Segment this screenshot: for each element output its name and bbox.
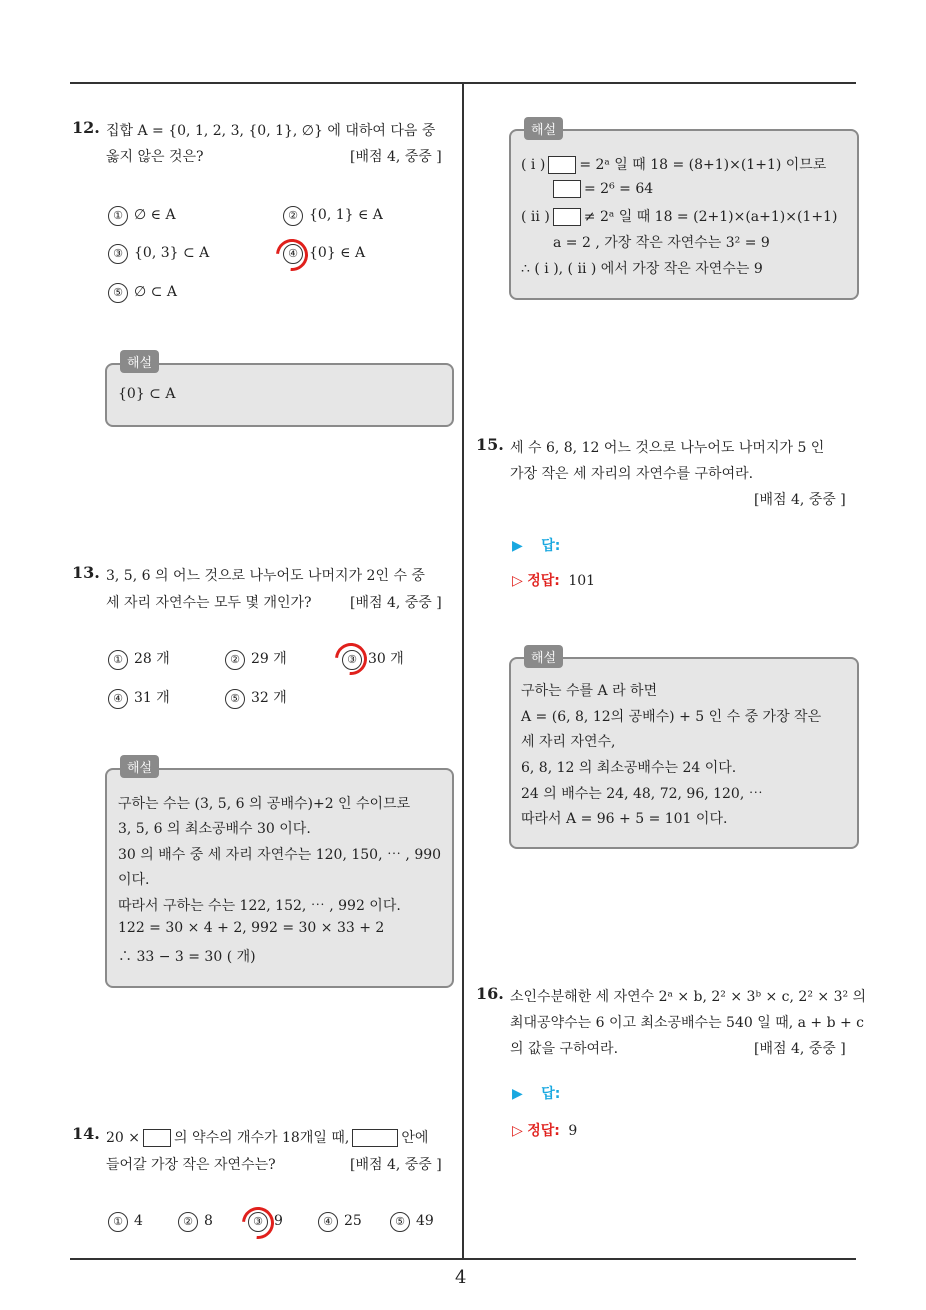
correct-label: 정답:: [527, 1123, 560, 1139]
answer-label: 답:: [541, 538, 561, 554]
q14-solution-line2: [550, 180, 653, 198]
q12-option-5[interactable]: [108, 283, 177, 303]
q13-answer-circle-mark: [328, 636, 373, 681]
q14-option-4[interactable]: [318, 1212, 362, 1232]
option-mark: ④: [318, 1212, 338, 1232]
q13-solution-line: 구하는 수는 (3, 5, 6 의 공배수)+2 인 수이므로: [118, 796, 411, 812]
option-text: 28 개: [134, 651, 170, 667]
q14-answer-circle-mark: [235, 1200, 280, 1245]
q15-answer-row: [512, 535, 560, 555]
page-number: 4: [455, 1267, 467, 1288]
option-mark: ⑤: [390, 1212, 410, 1232]
option-text: 30 개: [368, 651, 404, 667]
option-text: {0, 3} ⊂ A: [134, 245, 210, 261]
option-text: 49: [416, 1213, 434, 1229]
blank-box: [548, 156, 576, 174]
option-mark: ②: [225, 650, 245, 670]
q15-correct-row: [512, 570, 595, 590]
q15-solution-line: 24 의 배수는 24, 48, 72, 96, 120, ⋯: [521, 786, 763, 802]
q16-answer-row: [512, 1083, 560, 1103]
q13-solution-line: ∴ 33 − 3 = 30 ( 개): [118, 949, 256, 965]
q14-solution-text: ≠ 2ᵃ 일 때 18 = (2+1)×(a+1)×(1+1): [583, 209, 838, 225]
blank-box: [143, 1129, 171, 1147]
blank-box: [553, 180, 581, 198]
play-arrow-icon: ▶: [512, 1086, 523, 1102]
correct-answer: 101: [568, 573, 596, 589]
q14-solution-text: = 2⁶ = 64: [584, 181, 654, 197]
option-text: {0} ∈ A: [309, 245, 366, 261]
option-text: 8: [204, 1213, 213, 1229]
q13-solution-line: 122 = 30 × 4 + 2, 992 = 30 × 33 + 2: [118, 920, 385, 936]
blank-box: [352, 1129, 398, 1147]
play-arrow-icon: ▶: [512, 538, 523, 554]
option-mark: ①: [108, 1212, 128, 1232]
q14-line2: 들어갈 가장 작은 자연수는?: [106, 1157, 276, 1173]
correct-answer: 9: [568, 1123, 578, 1139]
q15-line2: 가장 작은 세 자리의 자연수를 구하여라.: [510, 466, 754, 482]
q14-number: 14.: [72, 1124, 100, 1143]
option-mark: ④: [283, 244, 303, 264]
q16-score: [배점 4, 중중 ]: [754, 1041, 846, 1057]
q12-answer-circle-mark: [269, 232, 314, 277]
q12-option-1[interactable]: [108, 206, 176, 226]
q14-option-1[interactable]: [108, 1212, 143, 1232]
q15-solution-tag: 해설: [524, 645, 563, 668]
q13-score: [배점 4, 중중 ]: [350, 595, 442, 611]
q14-option-2[interactable]: [178, 1212, 213, 1232]
q16-number: 16.: [476, 984, 504, 1003]
q15-solution-line: 세 자리 자연수,: [521, 734, 616, 750]
q16-correct-row: [512, 1120, 577, 1140]
q14-solution-line5: ∴ ( i ), ( ii ) 에서 가장 작은 자연수는 9: [521, 261, 763, 277]
q12-score: [배점 4, 중중 ]: [350, 149, 442, 165]
q15-number: 15.: [476, 435, 504, 454]
option-mark: ②: [283, 206, 303, 226]
q16-line2: 최대공약수는 6 이고 최소공배수는 540 일 때, a + b + c: [510, 1015, 865, 1031]
outline-arrow-icon: ▷: [512, 573, 523, 589]
q14-score: [배점 4, 중중 ]: [350, 1157, 442, 1173]
option-mark: ⑤: [108, 283, 128, 303]
q13-option-4[interactable]: [108, 687, 170, 709]
q13-solution-line: 3, 5, 6 의 최소공배수 30 이다.: [118, 821, 311, 837]
option-text: 31 개: [134, 690, 170, 706]
q12-solution-tag: 해설: [120, 350, 159, 373]
q13-solution-line: 이다.: [118, 872, 150, 888]
q13-solution-line: 따라서 구하는 수는 122, 152, ⋯ , 992 이다.: [118, 898, 401, 914]
q15-solution-line: A = (6, 8, 12의 공배수) + 5 인 수 중 가장 작은: [521, 709, 822, 725]
q15-solution-line: 구하는 수를 A 라 하면: [521, 683, 658, 699]
q14-option-5[interactable]: [390, 1212, 434, 1232]
q12-option-2[interactable]: [283, 206, 383, 226]
q13-line1: 3, 5, 6 의 어느 것으로 나누어도 나머지가 2인 수 중: [106, 568, 425, 584]
bottom-rule: [70, 1258, 856, 1260]
q14-line1-part-c: 안에: [401, 1130, 429, 1146]
q13-option-1[interactable]: [108, 648, 170, 670]
case-label: ( ii ): [521, 209, 550, 225]
q13-solution-line: 30 의 배수 중 세 자리 자연수는 120, 150, ⋯ , 990: [118, 847, 442, 863]
option-text: ∅ ⊂ A: [134, 284, 177, 300]
q14-solution-tag: 해설: [524, 117, 563, 140]
option-text: 25: [344, 1213, 362, 1229]
q12-number: 12.: [72, 118, 100, 137]
option-mark: ④: [108, 689, 128, 709]
q13-option-2[interactable]: [225, 648, 287, 670]
blank-box: [553, 208, 581, 226]
q15-score: [배점 4, 중중 ]: [754, 492, 846, 508]
q13-solution-tag: 해설: [120, 755, 159, 778]
q14-line1: [106, 1127, 428, 1147]
option-text: ∅ ∈ A: [134, 207, 176, 223]
option-text: 29 개: [251, 651, 287, 667]
q14-solution-line1: [521, 154, 826, 174]
option-text: 9: [274, 1213, 283, 1229]
q16-line3: 의 값을 구하여라.: [510, 1041, 619, 1057]
option-mark: ③: [108, 244, 128, 264]
option-mark: ①: [108, 650, 128, 670]
option-mark: ①: [108, 206, 128, 226]
q15-solution-line: 6, 8, 12 의 최소공배수는 24 이다.: [521, 760, 737, 776]
q13-option-5[interactable]: [225, 687, 287, 709]
q15-line1: 세 수 6, 8, 12 어느 것으로 나누어도 나머지가 5 인: [510, 440, 825, 456]
column-divider: [462, 82, 464, 1259]
q12-solution-text: {0} ⊂ A: [118, 386, 176, 402]
q14-solution-line4: a = 2 , 가장 작은 자연수는 3² = 9: [553, 235, 770, 251]
option-mark: ③: [248, 1212, 268, 1232]
option-mark: ②: [178, 1212, 198, 1232]
outline-arrow-icon: ▷: [512, 1123, 523, 1139]
correct-label: 정답:: [527, 573, 560, 589]
option-text: {0, 1} ∈ A: [309, 207, 383, 223]
q14-solution-line3: [521, 206, 837, 226]
q12-line1: 집합 A = {0, 1, 2, 3, {0, 1}, ∅} 에 대하여 다음 중: [106, 123, 436, 139]
q12-option-3[interactable]: [108, 244, 209, 264]
option-text: 4: [134, 1213, 143, 1229]
option-mark: ③: [342, 650, 362, 670]
q13-number: 13.: [72, 563, 100, 582]
option-mark: ⑤: [225, 689, 245, 709]
q13-line2: 세 자리 자연수는 모두 몇 개인가?: [106, 595, 312, 611]
option-text: 32 개: [251, 690, 287, 706]
q14-solution-text: = 2ᵃ 일 때 18 = (8+1)×(1+1) 이므로: [579, 157, 827, 173]
case-label: ( i ): [521, 157, 546, 173]
q15-solution-line: 따라서 A = 96 + 5 = 101 이다.: [521, 811, 728, 827]
answer-label: 답:: [541, 1086, 561, 1102]
q16-line1: 소인수분해한 세 자연수 2ᵃ × b, 2² × 3ᵇ × c, 2² × 3² 의: [510, 989, 867, 1005]
q12-line2: 옳지 않은 것은?: [106, 149, 204, 165]
q14-line1-part-a: 20 ×: [106, 1130, 140, 1146]
q14-line1-part-b: 의 약수의 개수가 18개일 때,: [174, 1130, 350, 1146]
